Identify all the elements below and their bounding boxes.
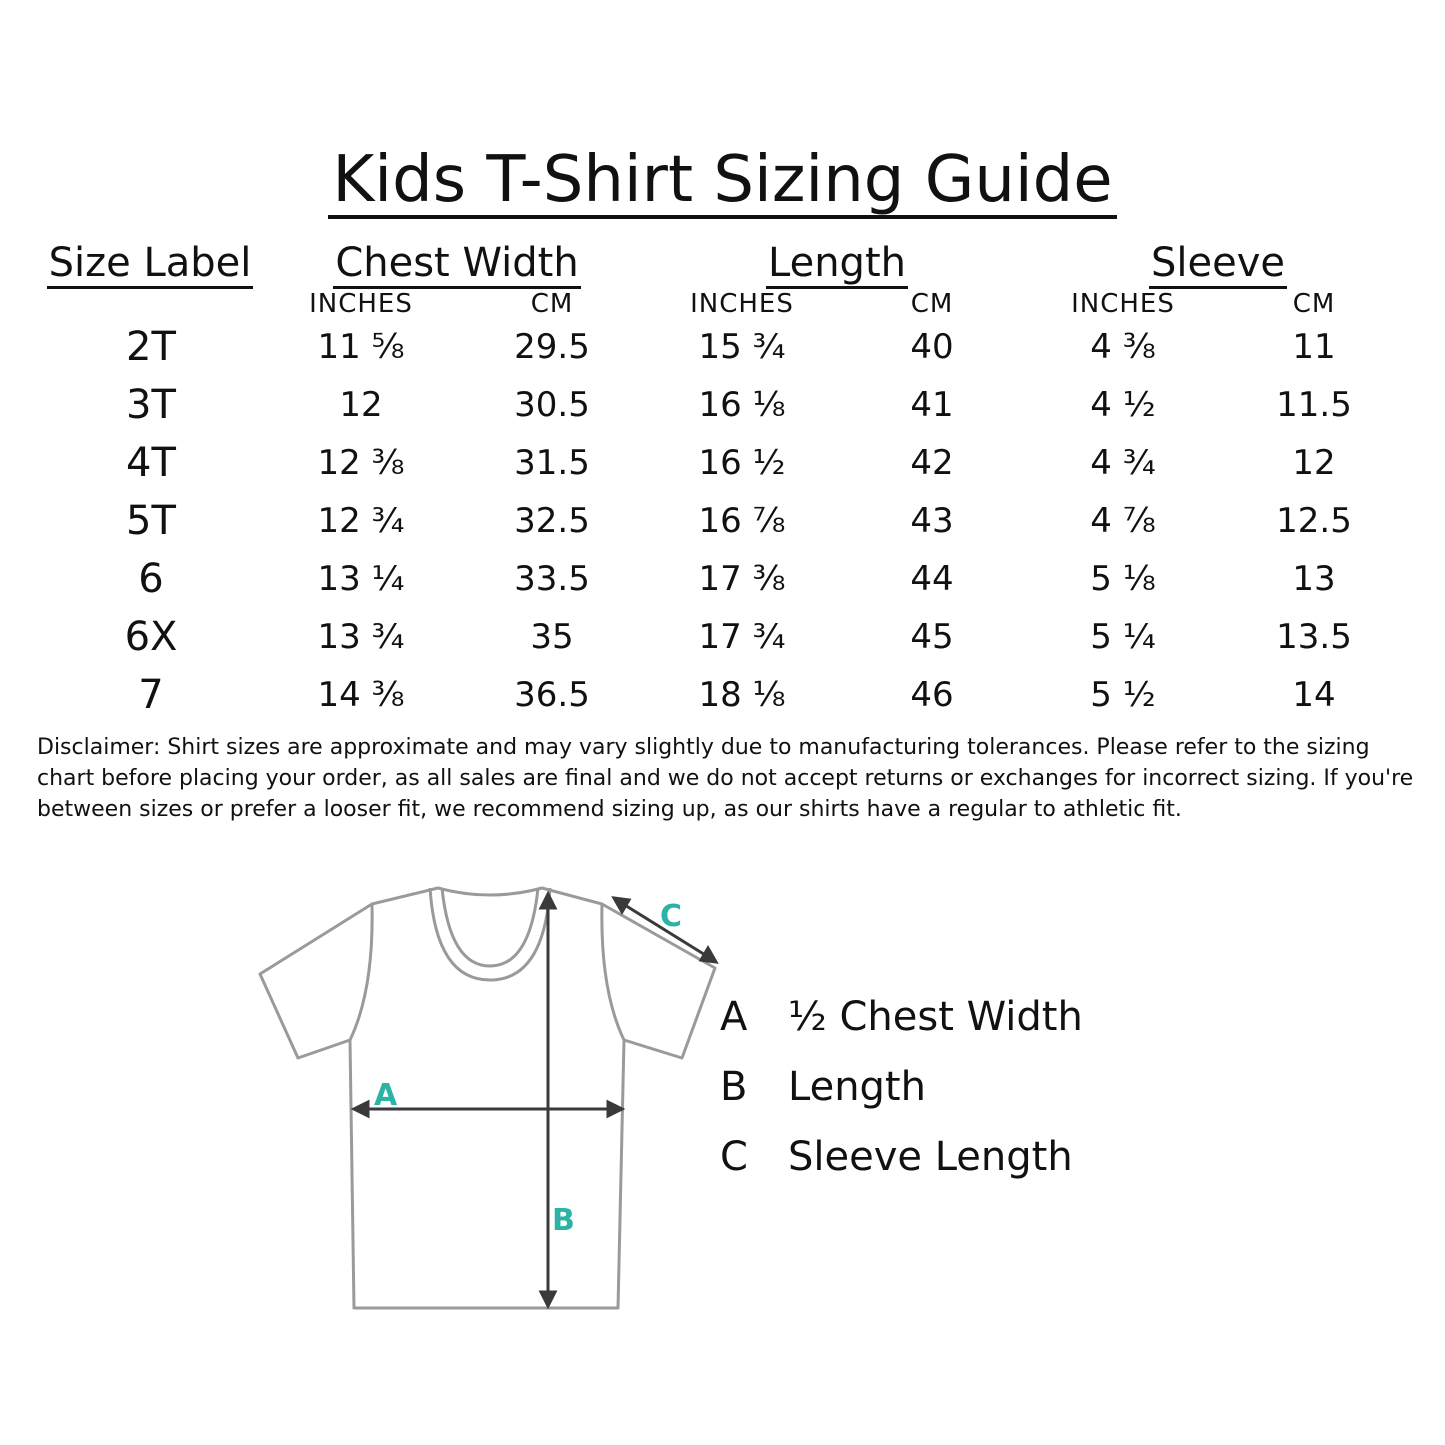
sleeve-cm-cell: 12	[1292, 443, 1336, 483]
length-cm-cell: 40	[910, 327, 954, 367]
sleeve-cm-cell: 11.5	[1276, 385, 1352, 425]
sleeve-cm-cell: 13	[1292, 559, 1336, 599]
chest-cm-cell: 33.5	[514, 559, 590, 599]
unit-chest-cm: CM	[530, 289, 574, 319]
table-row	[0, 380, 1445, 438]
legend-key: C	[720, 1134, 748, 1180]
table-row	[0, 554, 1445, 612]
disclaimer-text: Disclaimer: Shirt sizes are approximate and may vary slightly due to manufacturing tolerances. Please refer to the sizing chart before placing your order, as all sales are final and we do not accept returns or exchanges for incorrect sizing. If you're between sizes or prefer a looser fit, we recommend sizing up, as our shirts have a regular to athletic fit.	[37, 735, 1414, 822]
legend-item	[720, 982, 1083, 1052]
legend-text: Length	[788, 1064, 926, 1110]
table-row	[0, 322, 1445, 380]
left-sleeve-seam	[350, 904, 372, 1040]
chest-cm-cell: 30.5	[514, 385, 590, 425]
header-size-label: Size Label	[40, 238, 260, 289]
size-cell: 6	[138, 556, 164, 602]
unit-sleeve-inches: INCHES	[1071, 289, 1175, 319]
table-row	[0, 438, 1445, 496]
legend-item	[720, 1122, 1083, 1192]
size-cell: 3T	[126, 382, 176, 428]
chest-cm-cell: 29.5	[514, 327, 590, 367]
length-cm-cell: 45	[910, 617, 954, 657]
unit-length-cm: CM	[910, 289, 954, 319]
table-row	[0, 670, 1445, 728]
chest-cm-cell: 32.5	[514, 501, 590, 541]
size-cell: 5T	[126, 498, 176, 544]
label-a: A	[374, 1078, 398, 1113]
size-cell: 6X	[124, 614, 178, 660]
legend-item	[720, 1052, 1083, 1122]
sleeve-inches-cell: 5 ¼	[1090, 617, 1156, 657]
sleeve-inches-cell: 5 ⅛	[1090, 559, 1156, 599]
tshirt-diagram	[250, 880, 730, 1320]
chest-inches-cell: 13 ¾	[317, 617, 405, 657]
chest-inches-cell: 14 ⅜	[317, 675, 405, 715]
sleeve-inches-cell: 4 ⅜	[1090, 327, 1156, 367]
header-sleeve: Sleeve	[1118, 238, 1318, 289]
length-cm-cell: 46	[910, 675, 954, 715]
unit-sleeve-cm: CM	[1292, 289, 1336, 319]
length-inches-cell: 15 ¾	[698, 327, 786, 367]
measurement-legend	[720, 982, 1083, 1192]
sleeve-cm-cell: 14	[1292, 675, 1336, 715]
size-cell: 4T	[126, 440, 176, 486]
chest-cm-cell: 36.5	[514, 675, 590, 715]
collar-inner	[442, 888, 538, 966]
chest-cm-cell: 31.5	[514, 443, 590, 483]
length-inches-cell: 17 ¾	[698, 617, 786, 657]
sleeve-cm-cell: 11	[1292, 327, 1336, 367]
size-cell: 7	[138, 672, 164, 718]
chest-inches-cell: 12 ¾	[317, 501, 405, 541]
header-length: Length	[737, 238, 937, 289]
label-b: B	[552, 1203, 575, 1238]
length-inches-cell: 16 ½	[698, 443, 786, 483]
legend-key: B	[720, 1064, 748, 1110]
size-cell: 2T	[126, 324, 176, 370]
legend-text: Sleeve Length	[788, 1134, 1073, 1180]
chest-inches-cell: 13 ¼	[317, 559, 405, 599]
unit-length-inches: INCHES	[690, 289, 794, 319]
sleeve-cm-cell: 13.5	[1276, 617, 1352, 657]
length-arrow	[541, 894, 555, 1306]
length-cm-cell: 43	[910, 501, 954, 541]
tshirt-outline	[260, 888, 715, 1308]
sleeve-inches-cell: 5 ½	[1090, 675, 1156, 715]
chest-inches-cell: 12	[339, 385, 383, 425]
length-cm-cell: 44	[910, 559, 954, 599]
legend-key: A	[720, 994, 748, 1040]
length-inches-cell: 16 ⅞	[698, 501, 786, 541]
legend-text: ½ Chest Width	[788, 994, 1083, 1040]
table-row	[0, 612, 1445, 670]
length-inches-cell: 18 ⅛	[698, 675, 786, 715]
length-cm-cell: 41	[910, 385, 954, 425]
length-cm-cell: 42	[910, 443, 954, 483]
unit-chest-inches: INCHES	[309, 289, 413, 319]
sleeve-inches-cell: 4 ½	[1090, 385, 1156, 425]
chest-cm-cell: 35	[530, 617, 574, 657]
length-inches-cell: 16 ⅛	[698, 385, 786, 425]
page-title: Kids T-Shirt Sizing Guide	[0, 140, 1445, 220]
table-row	[0, 496, 1445, 554]
length-inches-cell: 17 ⅜	[698, 559, 786, 599]
chest-inches-cell: 11 ⅝	[317, 327, 405, 367]
label-c: C	[660, 899, 683, 934]
sleeve-cm-cell: 12.5	[1276, 501, 1352, 541]
sleeve-inches-cell: 4 ¾	[1090, 443, 1156, 483]
sleeve-inches-cell: 4 ⅞	[1090, 501, 1156, 541]
chest-inches-cell: 12 ⅜	[317, 443, 405, 483]
right-sleeve-seam	[602, 904, 624, 1040]
header-chest-width: Chest Width	[332, 238, 582, 289]
